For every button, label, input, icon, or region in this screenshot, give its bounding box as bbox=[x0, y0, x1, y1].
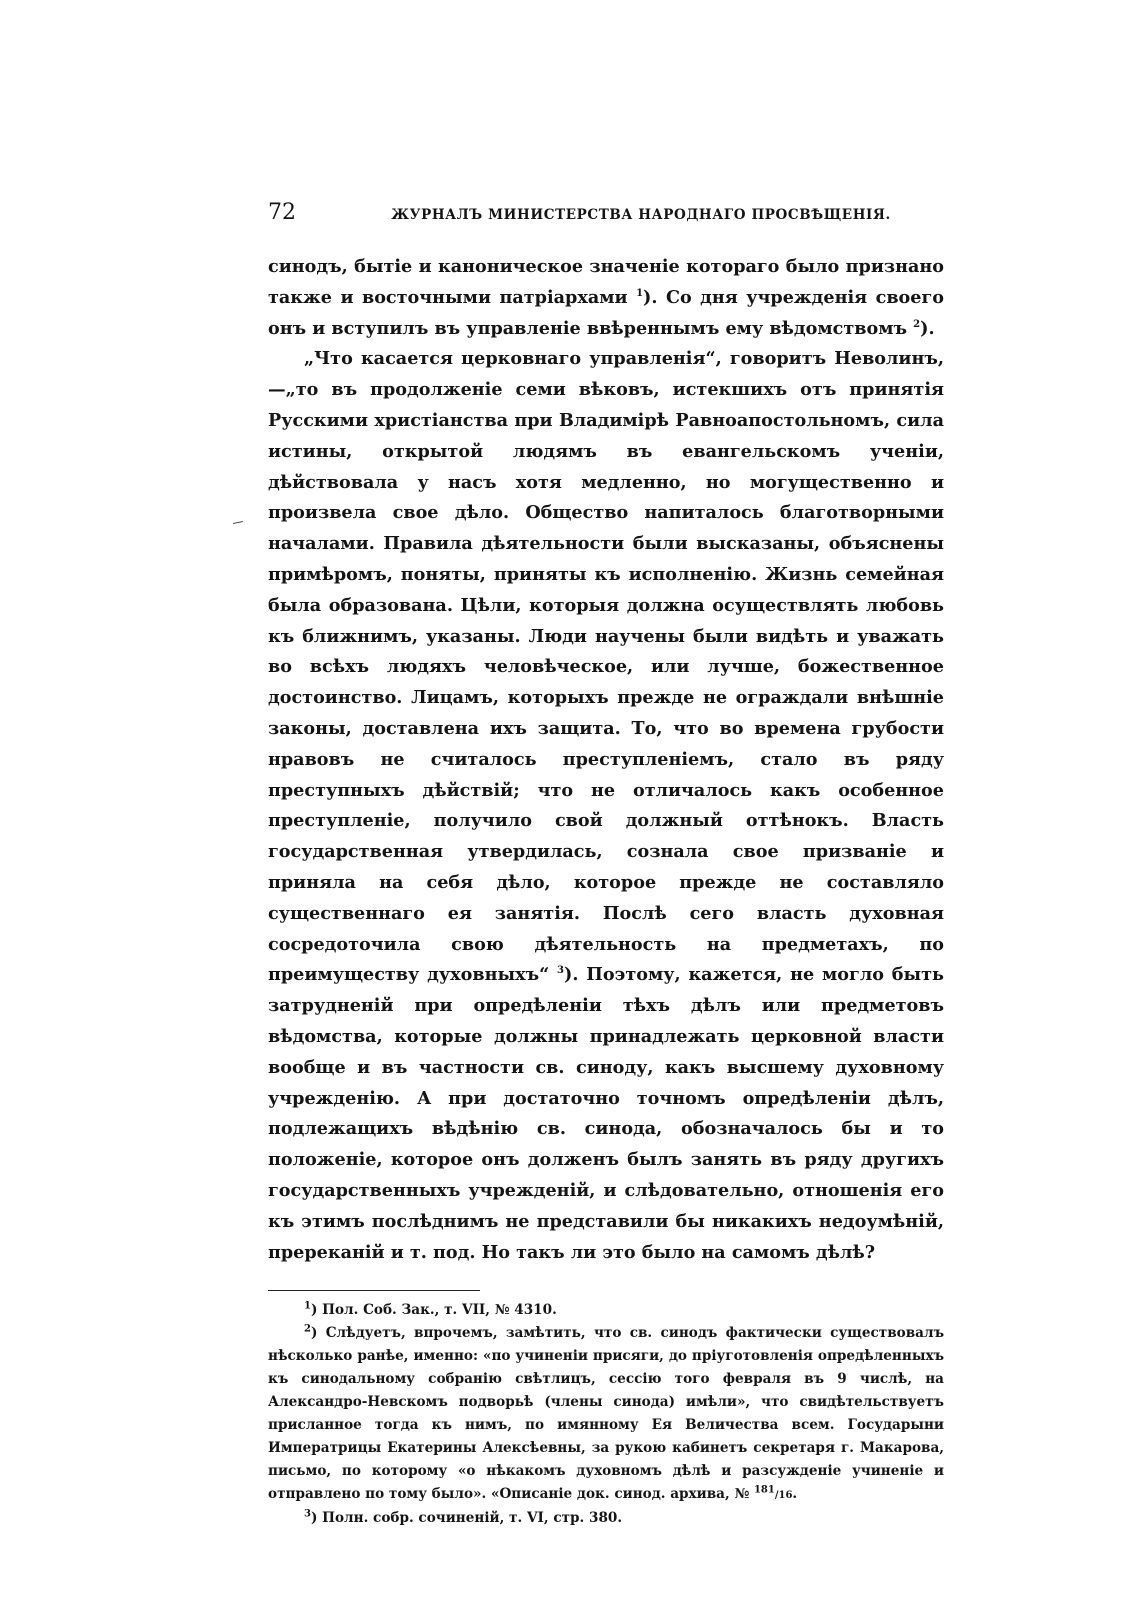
footnote-ref-1: 1 bbox=[636, 287, 644, 299]
footnote-1 bbox=[268, 1299, 944, 1322]
footnote-ref-3: 3 bbox=[557, 965, 564, 977]
margin-pencil-mark bbox=[233, 521, 243, 524]
page-number: 72 bbox=[268, 200, 296, 225]
footnotes bbox=[268, 1299, 944, 1530]
archive-number-numerator: 181 bbox=[753, 1484, 775, 1496]
paragraph-1 bbox=[268, 252, 944, 344]
footnote-2-text: ) Слѣдуетъ, впрочемъ, замѣтить, что св. синодъ фактически существовалъ нѣсколько ранѣе, именно: «по учиненіи присяги, до пріуготовленія опредѣленныхъ къ синодальному собранію свѣтлицъ, сессію того февраля въ 9 числѣ, на Александро-Невскомъ подворьѣ (члены синода) имѣли», что свидѣтельствуетъ присланное тогда къ нимъ, по имянному Ея Величества всем. Государыни Императрицы Екатерины Алексѣевны, за рукою кабинетъ секретаря г. Макарова, письмо, по которому «о нѣкакомъ духовномъ дѣлѣ и разсужденіе учиненіе и отправлено по тому было». «Описаніе док. синод. архива, № bbox=[268, 1325, 944, 1503]
paragraph-2-part-b: ). Поэтому, кажется, не могло быть затрудненій при опредѣленіи тѣхъ дѣлъ или предметовъ вѣдомства, которые должны принадлежать церковной власти вообще и въ частности св. синоду, какъ высшему духовному учрежденію. А при достаточно точномъ опредѣленіи дѣлъ, подлежащихъ вѣдѣнію св. синода, обозначалось бы и то положеніе, которое онъ долженъ былъ занять въ ряду другихъ государственныхъ учрежденій, и слѣдовательно, отношенія его къ этимъ послѣднимъ не представили бы никакихъ недоумѣній, пререканій и т. под. Но такъ ли это было на самомъ дѣлѣ? bbox=[268, 964, 944, 1263]
paragraph-2 bbox=[268, 344, 944, 1268]
body-text bbox=[268, 252, 944, 1268]
footnote-3 bbox=[268, 1507, 944, 1530]
footnote-ref-2: 2 bbox=[913, 318, 921, 330]
footnote-2-end: . bbox=[792, 1486, 798, 1503]
journal-title: ЖУРНАЛЪ МИНИСТЕРСТВА НАРОДНАГО ПРОСВѢЩЕНІЯ. bbox=[391, 207, 891, 223]
paragraph-1-part-c: ). bbox=[920, 317, 935, 339]
running-head bbox=[268, 200, 944, 240]
footnote-1-marker: 1 bbox=[304, 1300, 311, 1312]
footnote-3-marker: 3 bbox=[304, 1508, 311, 1520]
paragraph-1-part-a: синодъ, бытіе и каноническое значеніе котораго было признано также и восточными патріархами bbox=[268, 256, 944, 308]
footnote-divider bbox=[268, 1290, 480, 1291]
footnote-2 bbox=[268, 1322, 944, 1507]
footnote-1-text: ) Пол. Соб. Зак., т. VII, № 4310. bbox=[310, 1302, 557, 1319]
footnote-2-marker: 2 bbox=[304, 1323, 311, 1335]
book-page bbox=[268, 200, 944, 1530]
archive-number-denominator: /16 bbox=[774, 1490, 793, 1502]
footnote-3-text: ) Полн. собр. сочиненій, т. VI, стр. 380. bbox=[310, 1510, 623, 1527]
paragraph-2-part-a: „Что касается церковнаго управленія“, говоритъ Неволинъ,—„то въ продолженіе семи вѣковъ, истекшихъ отъ принятія Русскими христіанства при Владимірѣ Равноапостольномъ, сила истины, открытой людямъ въ евангельскомъ ученіи, дѣйствовала у насъ хотя медленно, но могущественно и произвела свое дѣло. Общество напиталось благотворными началами. Правила дѣятельности были высказаны, объяснены примѣромъ, поняты, приняты къ исполненію. Жизнь семейная была образована. Цѣли, которыя должна осуществлять любовь къ ближнимъ, указаны. Люди научены были видѣть и уважать во всѣхъ людяхъ человѣческое, или лучше, божественное достоинство. Лицамъ, которыхъ прежде не ограждали внѣшніе законы, доставлена ихъ защита. То, что во времена грубости нравовъ не считалось преступленіемъ, стало въ ряду преступныхъ дѣйствій; что не отличалось какъ особенное преступленіе, получило свой должный оттѣнокъ. Власть государственная утвердилась, сознала свое призваніе и приняла на себя дѣло, которое прежде не составляло существеннаго ея занятія. Послѣ сего власть духовная сосредоточила свою дѣятельность на предметахъ, по преимуществу духовныхъ“ bbox=[268, 348, 944, 986]
paragraph-1-part-b: ). Со дня учрежденія своего онъ и вступилъ въ управленіе ввѣреннымъ ему вѣдомствомъ bbox=[268, 286, 944, 339]
